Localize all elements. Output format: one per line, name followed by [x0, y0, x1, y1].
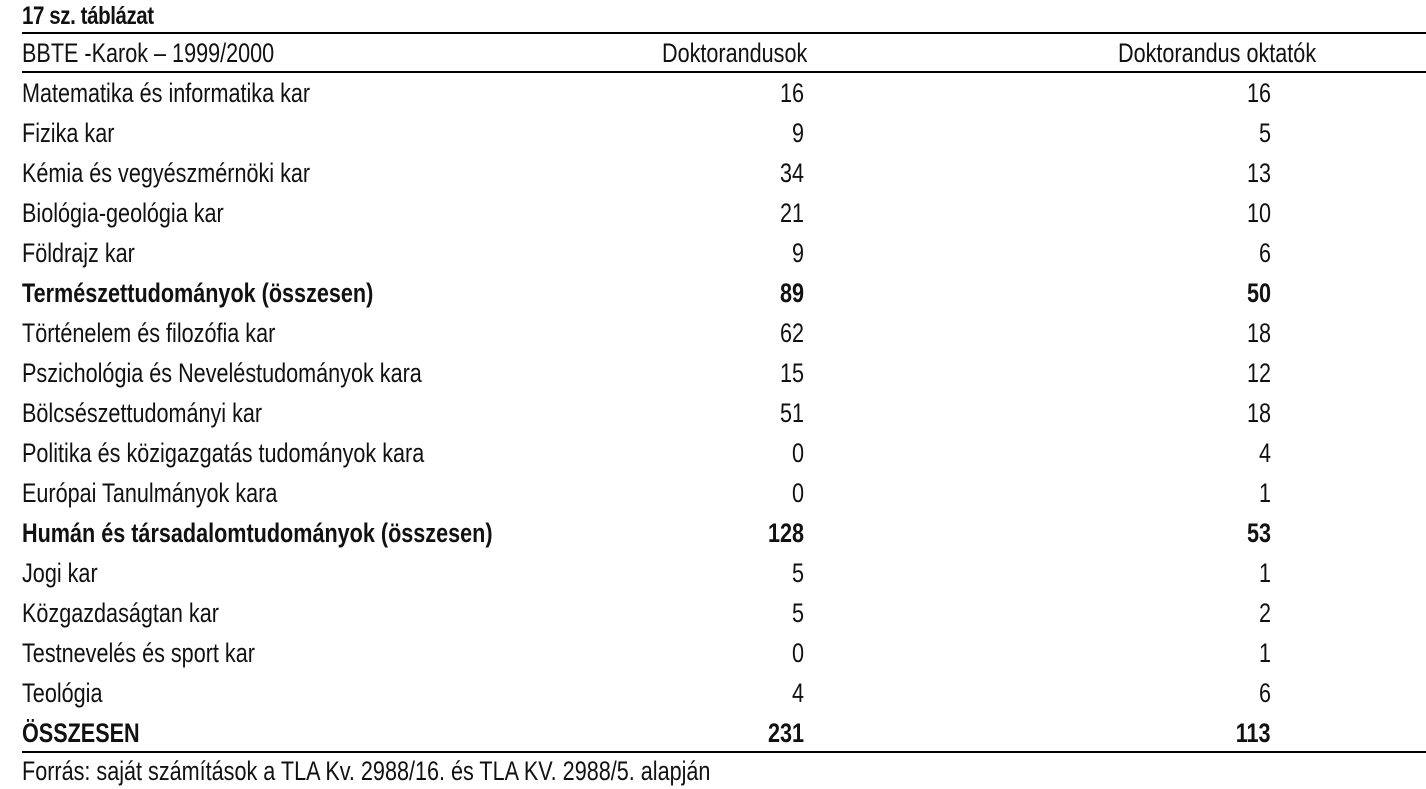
- doctoral-supervisors-count: 5: [1258, 118, 1271, 148]
- table-row: [22, 152, 1426, 192]
- table-row-total: [22, 712, 1426, 752]
- doctoral-students-count: 16: [779, 78, 804, 108]
- table-row: [22, 312, 1426, 352]
- table-row-total: [22, 272, 1426, 312]
- table-row: [22, 112, 1426, 152]
- doctoral-supervisors-count: 50: [1246, 278, 1271, 308]
- doctoral-students-count: 34: [779, 158, 804, 188]
- doctoral-students-count: 51: [779, 398, 804, 428]
- table-row: [22, 432, 1426, 472]
- doctoral-supervisors-count: 13: [1246, 158, 1271, 188]
- faculty-name: Fizika kar: [22, 118, 115, 148]
- faculty-name: ÖSSZESEN: [22, 718, 140, 748]
- table-row: [22, 672, 1426, 712]
- faculty-name: Bölcsészettudományi kar: [22, 398, 263, 428]
- table-row: [22, 472, 1426, 512]
- source-note: Forrás: saját számítások a TLA Kv. 2988/16. és TLA KV. 2988/5. alapján: [22, 756, 711, 786]
- doctoral-students-count: 0: [791, 638, 804, 668]
- faculty-name: Jogi kar: [22, 558, 98, 588]
- doctoral-supervisors-count: 1: [1258, 478, 1271, 508]
- doctoral-supervisors-count: 10: [1246, 198, 1271, 228]
- doctoral-supervisors-count: 6: [1258, 678, 1271, 708]
- doctoral-students-count: 128: [767, 518, 804, 548]
- doctoral-students-count: 9: [791, 118, 804, 148]
- table-row: [22, 592, 1426, 632]
- faculty-name: Matematika és informatika kar: [22, 78, 311, 108]
- table-row: [22, 392, 1426, 432]
- doctoral-supervisors-count: 1: [1258, 638, 1271, 668]
- doctoral-supervisors-count: 16: [1246, 78, 1271, 108]
- table-row: [22, 632, 1426, 672]
- doctoral-supervisors-count: 12: [1246, 358, 1271, 388]
- doctoral-supervisors-count: 4: [1258, 438, 1271, 468]
- header-doctoral-supervisors: Doktorandus oktatók: [1118, 38, 1317, 68]
- faculty-name: Természettudományok (összesen): [22, 278, 374, 308]
- doctoral-supervisors-count: 2: [1258, 598, 1271, 628]
- faculty-name: Földrajz kar: [22, 238, 135, 268]
- table-row-total: [22, 512, 1426, 552]
- faculty-name: Történelem és filozófia kar: [22, 318, 276, 348]
- header-doctoral-students: Doktorandusok: [662, 38, 808, 68]
- doctoral-students-count: 0: [791, 438, 804, 468]
- doctoral-students-count: 9: [791, 238, 804, 268]
- table-title: 17 sz. táblázat: [22, 2, 154, 30]
- table-header-row: [22, 32, 1426, 72]
- table-row: [22, 192, 1426, 232]
- table-row: [22, 232, 1426, 272]
- doctoral-supervisors-count: 53: [1246, 518, 1271, 548]
- doctoral-students-count: 21: [779, 198, 804, 228]
- doctoral-supervisors-count: 6: [1258, 238, 1271, 268]
- faculty-name: Biológia-geológia kar: [22, 198, 224, 228]
- faculty-name: Kémia és vegyészmérnöki kar: [22, 158, 311, 188]
- doctoral-supervisors-count: 113: [1236, 718, 1271, 748]
- doctoral-students-count: 231: [767, 718, 804, 748]
- header-faculty: BBTE -Karok – 1999/2000: [22, 38, 275, 68]
- table-row: [22, 352, 1426, 392]
- table-row: [22, 72, 1426, 112]
- table-row: [22, 552, 1426, 592]
- doctoral-students-count: 62: [779, 318, 804, 348]
- faculty-name: Politika és közigazgatás tudományok kara: [22, 438, 425, 468]
- doctoral-students-count: 5: [791, 598, 804, 628]
- faculty-name: Európai Tanulmányok kara: [22, 478, 278, 508]
- faculty-name: Testnevelés és sport kar: [22, 638, 255, 668]
- doctoral-students-count: 89: [779, 278, 804, 308]
- faculty-name: Teológia: [22, 678, 103, 708]
- doctoral-students-count: 0: [791, 478, 804, 508]
- faculty-name: Közgazdaságtan kar: [22, 598, 219, 628]
- faculty-name: Pszichológia és Neveléstudományok kara: [22, 358, 422, 388]
- doctoral-supervisors-count: 18: [1246, 398, 1271, 428]
- doctoral-supervisors-count: 18: [1246, 318, 1271, 348]
- doctoral-students-count: 5: [791, 558, 804, 588]
- doctoral-students-count: 4: [791, 678, 804, 708]
- faculty-name: Humán és társadalomtudományok (összesen): [22, 518, 493, 548]
- doctoral-supervisors-count: 1: [1258, 558, 1271, 588]
- doctoral-students-count: 15: [779, 358, 804, 388]
